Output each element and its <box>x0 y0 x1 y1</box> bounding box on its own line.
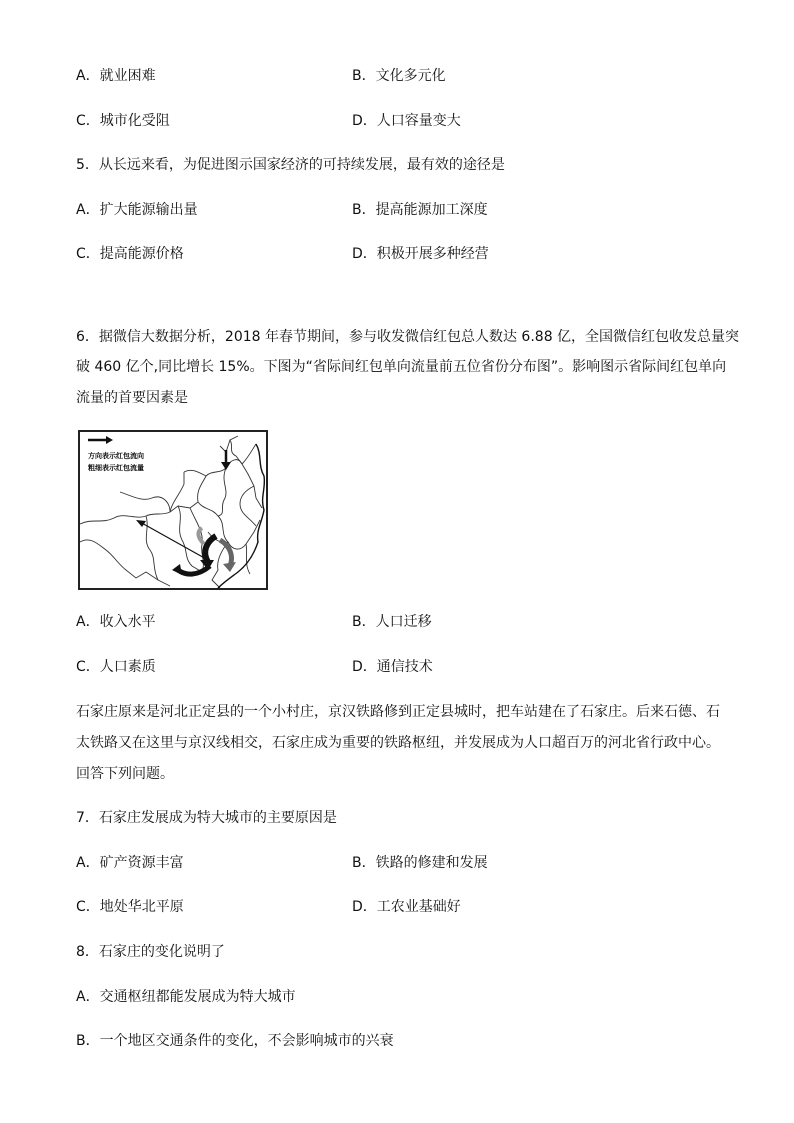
q7-stem: 7．石家庄发展成为特大城市的主要原因是 <box>76 810 337 826</box>
q6-option-a: A．收入水平 <box>76 614 156 630</box>
q7-option-b: B．铁路的修建和发展 <box>352 855 488 871</box>
map-legend-line2: 粗细表示红包流量 <box>88 463 144 472</box>
q6-option-d: D．通信技术 <box>352 659 433 675</box>
q4-option-b: B．文化多元化 <box>352 68 446 84</box>
q7-option-a: A．矿产资源丰富 <box>76 855 184 871</box>
map-legend-line1: 方向表示红包流向 <box>88 451 144 460</box>
red-envelope-flow-map <box>78 430 268 590</box>
q6-stem-line3: 流量的首要因素是 <box>76 390 188 406</box>
q7-option-d: D．工农业基础好 <box>352 899 461 915</box>
q8-option-b: B．一个地区交通条件的变化，不会影响城市的兴衰 <box>76 1033 394 1049</box>
q4-option-d: D．人口容量变大 <box>352 113 461 129</box>
flow-arrow-north <box>221 450 231 470</box>
q6-stem-line2: 破 460 亿个,同比增长 15%。下图为“省际间红包单向流量前五位省份分布图”。影响图示省际间红包单向 <box>76 359 727 375</box>
q8-stem: 8．石家庄的变化说明了 <box>76 944 225 960</box>
q6-option-c: C．人口素质 <box>76 659 156 675</box>
flow-arrow-thick-curve <box>172 528 236 575</box>
q6-stem-line1: 6．据微信大数据分析，2018 年春节期间，参与收发微信红包总人数达 6.88 亿，全国微信红包收发总量突 <box>76 329 740 345</box>
q5-option-c: C．提高能源价格 <box>76 246 184 262</box>
q5-option-b: B．提高能源加工深度 <box>352 202 488 218</box>
legend-arrow-icon <box>88 436 113 444</box>
q5-option-d: D．积极开展多种经营 <box>352 246 489 262</box>
q4-option-a: A．就业困难 <box>76 68 156 84</box>
province-map-graphic <box>80 432 266 588</box>
passage-line2: 太铁路又在这里与京汉线相交，石家庄成为重要的铁路枢纽，并发展成为人口超百万的河北省行政中心。 <box>76 735 720 751</box>
passage-line3: 回答下列问题。 <box>76 766 174 782</box>
q4-option-c: C．城市化受阻 <box>76 113 170 129</box>
q6-option-b: B．人口迁移 <box>352 614 432 630</box>
passage-line1: 石家庄原来是河北正定县的一个小村庄，京汉铁路修到正定县城时，把车站建在了石家庄。后来石德、石 <box>76 704 720 720</box>
flow-arrow-northwest <box>136 520 208 560</box>
q5-option-a: A．扩大能源输出量 <box>76 202 198 218</box>
q8-option-a: A．交通枢纽都能发展成为特大城市 <box>76 989 296 1005</box>
q7-option-c: C．地处华北平原 <box>76 899 184 915</box>
q5-stem: 5．从长远来看，为促进图示国家经济的可持续发展，最有效的途径是 <box>76 157 505 173</box>
